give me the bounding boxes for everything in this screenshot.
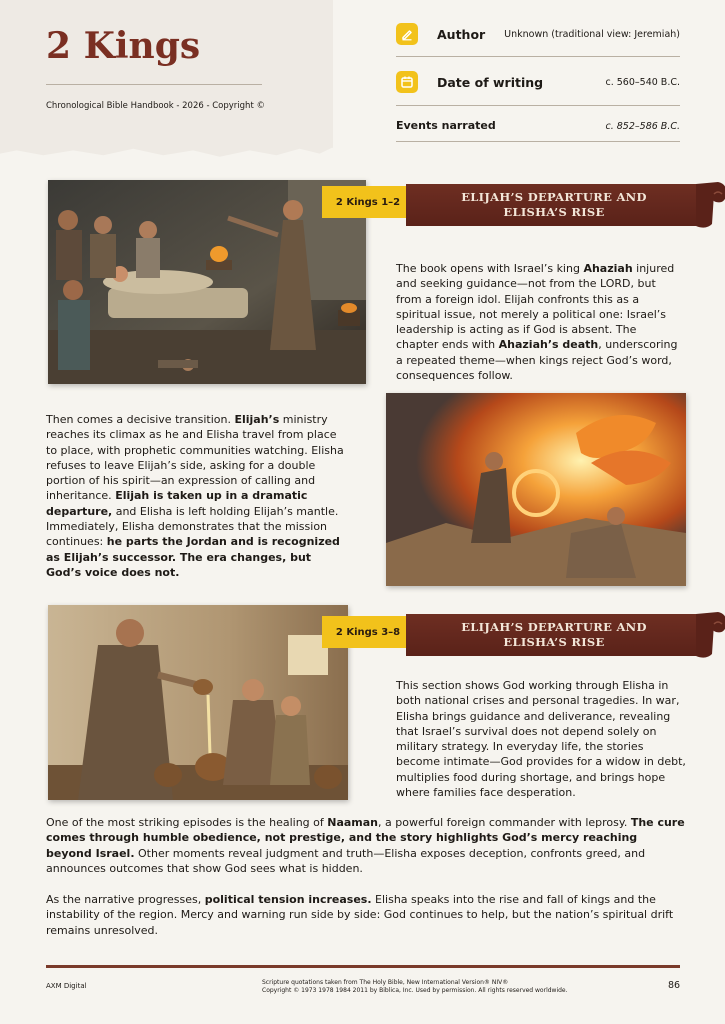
author-value: Unknown (traditional view: Jeremiah) xyxy=(504,29,680,40)
events-value: c. 852–586 B.C. xyxy=(605,121,680,132)
scroll-curl-icon xyxy=(696,180,725,232)
section-heading-line: ELIJAH’S DEPARTURE AND xyxy=(461,190,647,204)
chariot-of-fire-image xyxy=(386,393,686,586)
page-subtitle: Chronological Bible Handbook - 2026 - Copyright © xyxy=(46,101,265,111)
section-heading-line: ELISHA’S RISE xyxy=(503,635,605,649)
info-divider xyxy=(396,105,680,106)
pencil-icon xyxy=(396,23,418,45)
section-reference-tag: 2 Kings 1–2 xyxy=(322,186,414,218)
section-heading-line: ELIJAH’S DEPARTURE AND xyxy=(461,620,647,634)
widow-oil-image xyxy=(48,605,348,800)
events-label: Events narrated xyxy=(396,119,496,132)
section-heading-line: ELISHA’S RISE xyxy=(503,205,605,219)
ahaziah-sickbed-image xyxy=(48,180,366,384)
calendar-icon xyxy=(396,71,418,93)
publisher-name: AXM Digital xyxy=(46,982,87,990)
date-value: c. 560–540 B.C. xyxy=(605,77,680,88)
page-title: 2 Kings xyxy=(46,25,201,67)
section2-naaman-paragraph: One of the most striking episodes is the healing of Naaman, a powerful foreign commander with leprosy. The cure comes through humble obedience, not prestige, and the story highlights God’s mercy reaching beyond Israel. Other moments reveal judgment and truth—Elisha exposes deception, confronts greed, and announces outcomes that show God sees what is hidden. xyxy=(46,816,685,875)
author-label: Author xyxy=(437,27,486,42)
section-heading-banner xyxy=(406,180,725,232)
section1-transition-paragraph: Then comes a decisive transition. Elijah’s ministry reaches its climax as he and Elisha travel from place to place, with prophetic communities watching. Elisha refuses to leave Elijah’s side, asking for a double portion of his spirit—an expression of calling and inheritance. Elijah is taken up in a dramatic departure, and Elisha is left holding Elijah’s mantle. Immediately, Elisha demonstrates that the mission continues: he parts the Jordan and is recognized as Elijah’s successor. The era changes, but God’s voice does not. xyxy=(46,413,344,579)
footer-divider xyxy=(46,965,680,968)
section-heading-banner xyxy=(406,610,725,662)
title-card xyxy=(0,0,333,160)
scripture-credit: Scripture quotations taken from The Holy Bible, New International Version® NIV® Copyright © 1973 1978 1984 2011 by Biblica, Inc. Used by permission. All rights reserved worldwide. xyxy=(262,979,568,994)
section2-intro-paragraph: This section shows God working through Elisha in both national crises and personal tragedies. In war, Elisha brings guidance and deliverance, revealing that Israel’s survival does not depend solely on military strategy. In everyday life, the stories become intimate—God provides for a widow in debt, multiplies food during shortage, and brings hope where families face desperation. xyxy=(396,679,686,800)
section-reference-tag: 2 Kings 3–8 xyxy=(322,616,414,648)
info-divider xyxy=(396,56,680,57)
section1-intro-paragraph: The book opens with Israel’s king Ahaziah injured and seeking guidance—not from the LORD, but from a foreign idol. Elijah confronts this as a spiritual issue, not merely a political one: Israel’s leadership is acting as if God is absent. The chapter ends with Ahaziah’s death, underscoring a repeated theme—when kings reject God’s word, consequences follow. xyxy=(396,262,678,383)
info-divider xyxy=(396,141,680,142)
scroll-curl-icon xyxy=(696,610,725,662)
date-label: Date of writing xyxy=(437,75,544,90)
page-number: 86 xyxy=(668,980,681,991)
title-divider xyxy=(46,84,262,85)
section2-tension-paragraph: As the narrative progresses, political tension increases. Elisha speaks into the rise and fall of kings and the instability of the region. Mercy and warning run side by side: God continues to help, but the nation’s spiritual drift remains unresolved. xyxy=(46,893,674,937)
